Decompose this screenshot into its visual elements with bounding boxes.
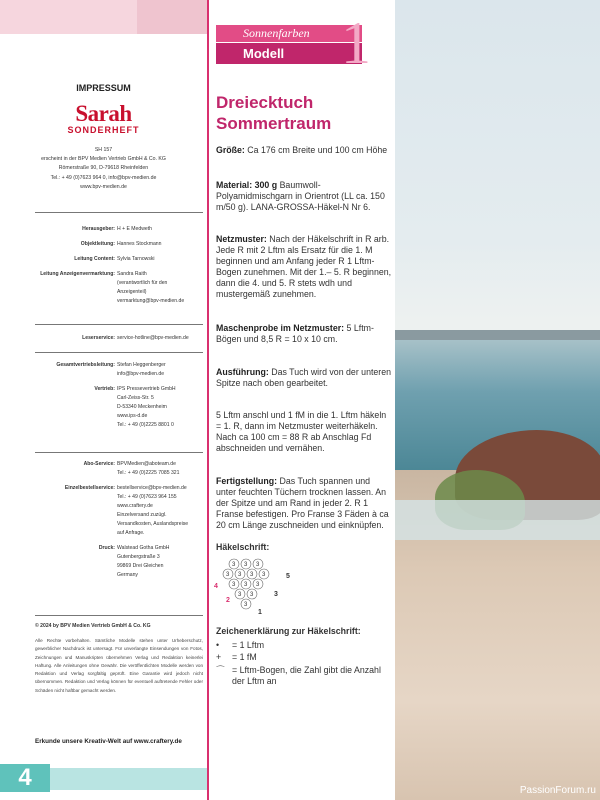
page-number: 4 [0,764,50,792]
chain-stitch-icon: • [216,640,220,650]
sarah-logo-subtitle: SONDERHEFT [67,125,140,135]
credit-row [0,270,207,306]
credit-row [0,225,207,234]
chart-row-number: 3 [274,591,278,598]
impressum-column [0,0,207,800]
chart-loop-label: 3 [244,582,248,588]
divider-rule [35,324,203,325]
credit-value: Stefan Heggenberger info@bpv-medien.de [117,362,166,377]
chart-row-number: 1 [258,609,262,616]
pattern-title: Dreiecktuch Sommertraum [216,93,332,133]
credit-label: Vertrieb: [94,386,115,392]
credit-row [0,255,207,264]
credit-row [0,460,207,478]
chart-loop-label: 3 [238,572,242,578]
top-color-band [0,0,207,34]
credit-label: Abo-Service: [83,461,115,467]
legend-item-single-crochet: + = 1 fM [216,652,257,662]
chart-loop-label: 3 [232,582,236,588]
divider-rule [35,615,203,616]
model-number: 1 [341,10,371,76]
chart-loop-label: 3 [256,562,260,568]
legend-heading: Zeichenerklärung zur Häkelschrift: [216,626,361,636]
section-material: Material: 300 g Baumwoll-Polyamidmischgarn in Orientrot (LL ca. 150 m/50 g). LANA-GROSSA-Häkel-N Nr 6. [216,180,385,212]
chart-row-number: 4 [214,583,218,590]
category-banner: Sonnenfarben [216,25,362,42]
credit-label: Herausgeber: [82,226,115,232]
credit-value: H + E Medweth [117,226,152,232]
chart-loop-label: 3 [262,572,266,578]
credits-block [0,334,207,349]
credit-label: Leserservice: [82,335,115,341]
legend-item-chain: • = 1 Lftm [216,640,265,650]
credit-row [0,361,207,379]
sarah-logo: Sarah [75,101,132,126]
credit-value: Hannes Stockmann [117,241,162,247]
credit-label: Objektleitung: [80,241,115,247]
credit-row [0,240,207,249]
divider-rule [35,452,203,453]
credit-value: bestellservice@bpv-medien.de Tel.: + 49 (0)7623 964 155 www.craftery.de Einzelversand zuzügl. Versandkosten, Auslandspreise auf Anfrage. [117,485,189,536]
legal-notice: Alle Rechte vorbehalten. Sämtliche Modelle stehen unter Urheberschutz, gewerblicher Nachdruck ist untersagt. Für unverlangte Einsendungen von Fotos, Zeichnungen und Manuskripten übernehmen Verlag und Redaktion keinerlei Haftung. Alle Anleitungen ohne Gewähr. Die veröffentlichten Modelle werden von Redaktion und Verlag sorgfältig geprüft. Eine Garantie wird jedoch nicht übernommen. Redaktion und Verlag können für eventuell auftretende Fehler oder Schäden nicht haftbar gemacht werden. [35,638,203,693]
craftery-link[interactable]: Erkunde unsere Kreativ-Welt auf www.craftery.de [35,738,182,745]
chart-row-number: 5 [286,573,290,580]
credit-label: Leitung Anzeigenvermarktung: [40,271,115,277]
credit-value: Walstead Gotha GmbH Gutenbergstraße 3 99869 Drei Gleichen Germany [117,545,170,578]
credit-value: BPVMedien@aboteam.de Tel.: + 49 (0)2225 7085 321 [117,461,180,476]
impressum-title: IMPRESSUM [76,83,131,93]
chart-loop-label: 3 [256,582,260,588]
divider-rule [35,352,203,353]
credit-row [0,334,207,343]
credit-label: Gesamtvertriebsleitung: [56,362,115,368]
chart-row-number: 2 [226,597,230,604]
copyright-line: © 2024 by BPV Medien Vertrieb GmbH & Co. KG [35,623,151,629]
publisher-address: SH 157 erscheint in der BPV Medien Vertrieb GmbH & Co. KG Römerstraße 90, D-79618 Rheinfelden Tel.: + 49 (0)7623 964 0, info@bpv-medien.de www.bpv-medien.de [41,147,166,190]
section-finishing: Fertigstellung: Das Tuch spannen und unter feuchten Tüchern trocknen lassen. An der Spitze und am Rand in jeder 2. R 1 Franse befestigen. Pro Franse 3 Fäden à ca 20 cm Länge zuschneiden und einknüpfen. [216,476,389,530]
section-execution-steps: 5 Lftm anschl und 1 fM in die 1. Lftm häkeln = 1. R, dann im Netzmuster weiterhäkeln. Nach ca 100 cm = 88 R ab Anschlag Fd abschneiden und vernähen. [216,410,387,453]
chart-loop-label: 3 [226,572,230,578]
chain-loop-icon: ⌒ [216,665,225,675]
credit-value: Sandra Raith (verantwortlich für den Anzeigenteil) vermarktung@bpv-medien.de [117,271,185,304]
chart-loop-label: 3 [250,592,254,598]
chart-loop-label: 3 [232,562,236,568]
chart-heading: Häkelschrift: [216,542,270,552]
section-net-pattern: Netzmuster: Nach der Häkelschrift in R arb. Jede R mit 2 Lftm als Ersatz für die 1. M beginnen und am Anfang jeder R 1 Lftm-Bogen zunehmen. Mit der 1.– 5. R beginnen, dann die 4. und 5. R stets wdh und mustergemäß zunehmen. [216,234,392,299]
credit-row [0,484,207,538]
chart-loop-label: 3 [238,592,242,598]
watermark: PassionForum.ru [519,785,596,796]
photo-wave [395,500,600,540]
section-gauge: Maschenprobe im Netzmuster: 5 Lftm-Bögen und 8,5 R = 10 x 10 cm. [216,323,374,344]
model-banner: Modell [216,43,362,64]
chart-loop-label: 3 [244,562,248,568]
credit-value: Sylvia Tarnowski [117,256,155,262]
credit-row [0,385,207,430]
credit-label: Einzelbestellservice: [64,485,115,491]
credits-block [0,361,207,436]
legend-item-chain-loop: ⌒ = Lftm-Bogen, die Zahl gibt die Anzahl der Lftm an [216,665,381,686]
beach-photo [395,0,600,800]
chart-loop-label: 3 [244,602,248,608]
credits-block [0,460,207,586]
credits-block [0,225,207,312]
single-crochet-icon: + [216,652,222,662]
credit-value: IPS Pressevertrieb GmbH Carl-Zeiss-Str. 5 D-53340 Meckenheim www.ips-d.de Tel.: + 49 (0)2225 8801 0 [117,386,176,428]
credit-value: service-hotline@bpv-medien.de [117,335,189,341]
chart-loop-label: 3 [250,572,254,578]
crochet-chart [212,556,302,618]
divider-rule [35,212,203,213]
section-execution: Ausführung: Das Tuch wird von der unteren Spitze nach oben gearbeitet. [216,367,392,388]
credit-label: Leitung Content: [74,256,115,262]
credit-row [0,544,207,580]
credit-label: Druck: [98,545,115,551]
section-size: Größe: Ca 176 cm Breite und 100 cm Höhe [216,145,388,155]
